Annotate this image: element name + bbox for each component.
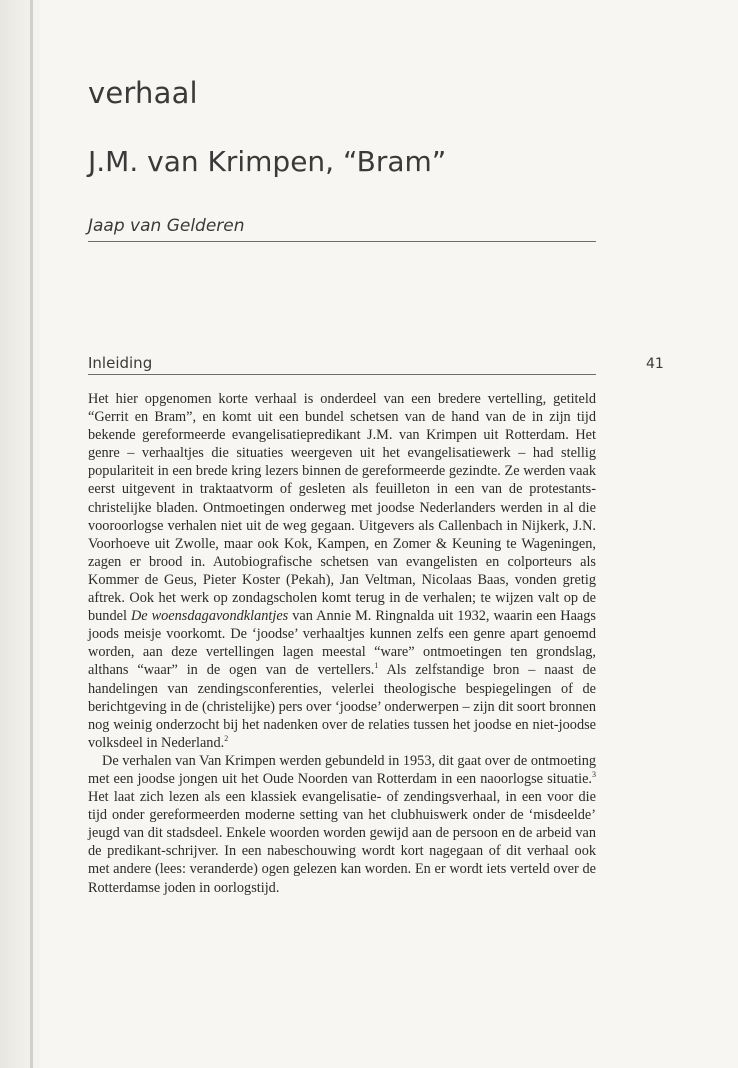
author-name: Jaap van Gelderen <box>88 216 245 236</box>
gutter-shadow <box>0 0 40 1068</box>
section-heading: Inleiding <box>88 354 153 372</box>
spine-line <box>30 0 33 1068</box>
paragraph-2 <box>88 752 596 897</box>
paragraph-1-text-b: van Annie M. Ringnalda uit 1932, waarin een Haags joods meisje voorkomt. De ‘joodse’ verhaaltjes kunnen zelfs een genre apart genoemd worden, aan deze vertellingen lagen meestal “ware” ontmoetingen ten grondslag, althans “waar” in de ogen van de vertellers. <box>88 608 596 679</box>
footnote-ref-3[interactable]: 3 <box>592 770 596 780</box>
section-heading-divider <box>88 374 596 375</box>
page-number: 41 <box>646 356 664 372</box>
paragraph-2-text-b: Het laat zich lezen als een klassiek evangelisatie- of zendingsverhaal, in een voor die tijd onder gereformeerden moderne setting van het clubhuiswerk onder de ‘misdeelde’ jeugd van dit stadsdeel. Enkele woorden worden gewijd aan de persoon en de arbeid van de predikant-schrijver. In een nabeschouwing wordt kort nagegaan of dit verhaal ook met andere (lees: veranderde) ogen gelezen kan worden. En er wordt iets verteld over de Rotterdamse joden in oorlogstijd. <box>88 789 596 896</box>
paragraph-1 <box>88 390 596 752</box>
author-divider <box>88 241 596 242</box>
section-label: verhaal <box>88 76 198 110</box>
footnote-ref-1[interactable]: 1 <box>374 661 379 671</box>
body-text <box>88 390 596 897</box>
paragraph-1-text-c: Als zelfstandige bron – naast de handelingen van zendingsconferenties, velerlei theologische bespiegelingen of de berichtgeving in de (christelijke) pers over ‘joodse’ onderwerpen – zijn dit soort bronnen nog weinig onderzocht bij het nadenken over de relaties tussen het joodse en niet-joodse volksdeel in Nederland. <box>88 662 596 751</box>
footnote-ref-2[interactable]: 2 <box>224 734 229 744</box>
paragraph-2-text-a: De verhalen van Van Krimpen werden gebundeld in 1953, dit gaat over de ontmoeting met een joodse jongen uit het Oude Noorden van Rotterdam in een naoorlogse situatie. <box>88 752 596 787</box>
article-title: J.M. van Krimpen, “Bram” <box>88 145 447 178</box>
paragraph-1-text-a: Het hier opgenomen korte verhaal is onderdeel van een bredere vertelling, getiteld “Gerrit en Bram”, en komt uit een bundel schetsen van de hand van de in zijn tijd bekende gereformeerde evangelisatiepredikant J.M. van Krimpen uit Rotterdam. Het genre – verhaaltjes die situaties weergeven uit het evangelisatiewerk – had stellig populariteit in een brede kring lezers binnen de gereformeerde gezindte. Ze werden vaak eerst uitgevent in traktaatvorm of gesleten als feuilleton in een van de protestants-christelijke bladen. Ontmoetingen onderweg met joodse Nederlanders werden in al die vooroorlogse verhalen niet uit de weg gegaan. Uitgevers als Callenbach in Nijkerk, J.N. Voorhoeve uit Zwolle, maar ook Kok, Kampen, en Zomer & Keuning te Wageningen, zagen er brood in. Autobiografische schetsen van evangelisten en colporteurs als Kommer de Geus, Pieter Koster (Pekah), Jan Veltman, Nicolaas Baas, vonden gretig aftrek. Ook het werk op zondagscholen komt terug in de verhalen; te wijzen valt op de bundel <box>88 391 596 625</box>
book-title: De woensdagavondklantjes <box>130 608 289 625</box>
